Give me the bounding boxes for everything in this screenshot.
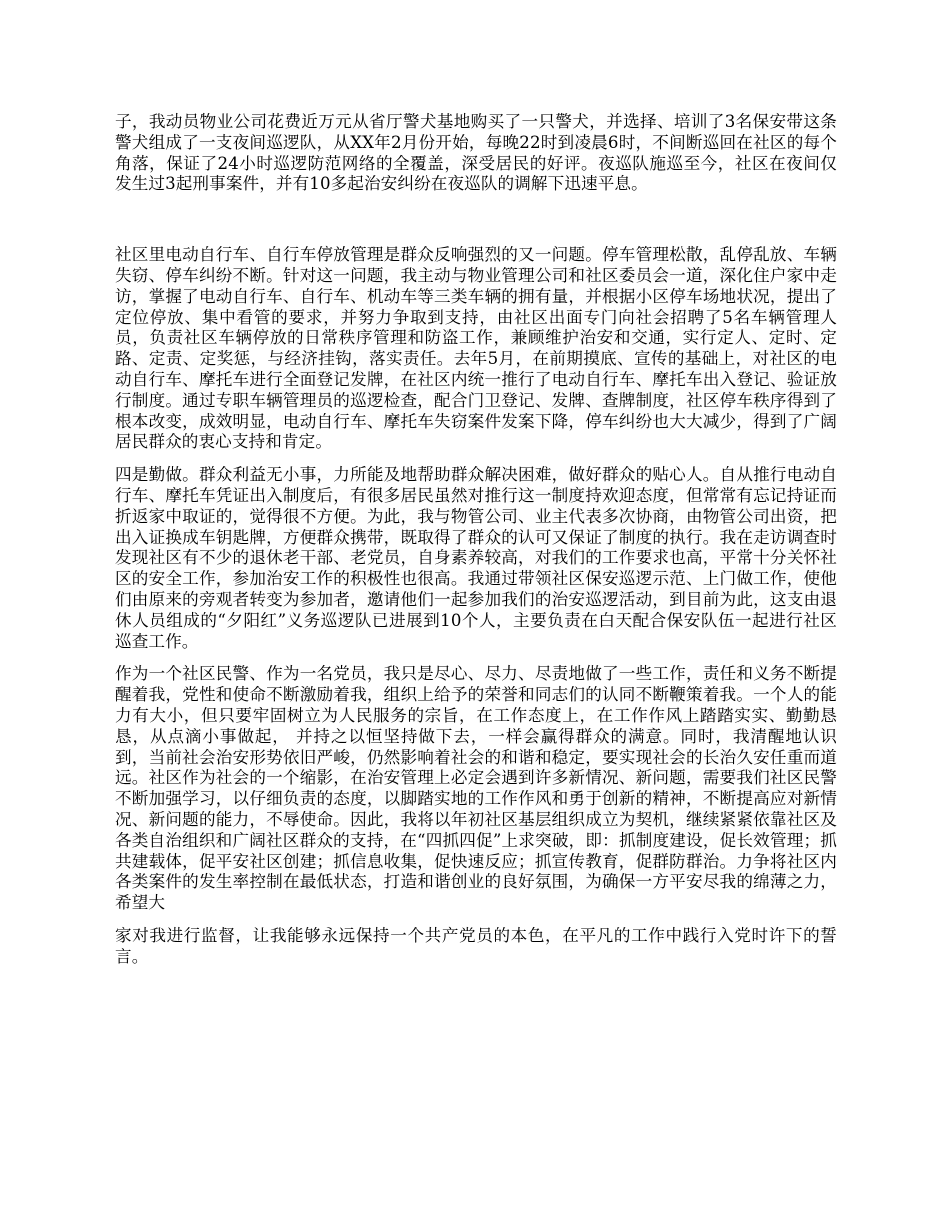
paragraph-night-patrol: 子，我动员物业公司花费近万元从省厅警犬基地购买了一只警犬，并选择、培训了3名保安带这条警犬组成了一支夜间巡逻队，从XX年2月份开始，每晚22时到凌晨6时，不间断巡回在社区的每个角落，保证了24小时巡逻防范网络的全覆盖，深受居民的好评。夜巡队施巡至今，社区在夜间仅发生过3起刑事案件，并有10多起治安纠纷在夜巡队的调解下迅速平息。 xyxy=(115,112,837,194)
document-page xyxy=(115,112,837,967)
paragraph-diligent-work: 四是勤做。群众利益无小事，力所能及地帮助群众解决困难，做好群众的贴心人。自从推行电动自行车、摩托车凭证出入制度后，有很多居民虽然对推行这一制度持欢迎态度，但常常有忘记持证而折返家中取证的，觉得很不方便。为此，我与物管公司、业主代表多次协商，由物管公司出资，把出入证换成车钥匙牌，方便群众携带，既取得了群众的认可又保证了制度的执行。我在走访调查时发现社区有不少的退休老干部、老党员，自身素养较高，对我们的工作要求也高，平常十分关怀社区的安全工作，参加治安工作的积极性也很高。我通过带领社区保安巡逻示范、上门做工作，使他们由原来的旁观者转变为参加者，邀请他们一起参加我们的治安巡逻活动，到目前为此，这支由退休人员组成的“夕阳红”义务巡逻队已进展到10个人，主要负责在白天配合保安队伍一起进行社区巡查工作。 xyxy=(115,465,837,651)
paragraph-vehicle-parking: 社区里电动自行车、自行车停放管理是群众反响强烈的又一问题。停车管理松散，乱停乱放、车辆失窃、停车纠纷不断。针对这一问题，我主动与物业管理公司和社区委员会一道，深化住户家中走访，掌握了电动自行车、自行车、机动车等三类车辆的拥有量，并根据小区停车场地状况，提出了定位停放、集中看管的要求，并努力争取到支持，由社区出面专门向社会招聘了5名车辆管理人员，负责社区车辆停放的日常秩序管理和防盗工作，兼顾维护治安和交通，实行定人、定时、定路、定责、定奖惩，与经济挂钩，落实责任。去年5月，在前期摸底、宣传的基础上，对社区的电动自行车、摩托车进行全面登记发牌，在社区内统一推行了电动自行车、摩托车出入登记、验证放行制度。通过专职车辆管理员的巡逻检查，配合门卫登记、发牌、查牌制度，社区停车秩序得到了根本改变，成效明显，电动自行车、摩托车失窃案件发案下降，停车纠纷也大大减少，得到了广阔居民群众的衷心支持和肯定。 xyxy=(115,245,837,452)
paragraph-reflection: 作为一个社区民警、作为一名党员，我只是尽心、尽力、尽责地做了一些工作，责任和义务不断提醒着我，党性和使命不断激励着我，组织上给予的荣誉和同志们的认同不断鞭策着我。一个人的能力有大小，但只要牢固树立为人民服务的宗旨，在工作态度上，在工作作风上踏踏实实、勤勤恳恳，从点滴小事做起， 并持之以恒坚持做下去，一样会赢得群众的满意。同时，我清醒地认识到，当前社会治安形势依旧严峻，仍然影响着社会的和谐和稳定，要实现社会的长治久安任重而道远。社区作为社会的一个缩影，在治安管理上必定会遇到许多新情况、新问题，需要我们社区民警不断加强学习，以仔细负责的态度，以脚踏实地的工作作风和勇于创新的精神，不断提高应对新情况、新问题的能力，不辱使命。因此，我将以年初社区基层组织成立为契机，继续紧紧依靠社区及各类自治组织和广阔社区群众的支持，在“四抓四促”上求突破，即：抓制度建设，促长效管理；抓共建载体，促平安社区创建；抓信息收集，促快速反应；抓宣传教育，促群防群治。力争将社区内各类案件的发生率控制在最低状态，打造和谐创业的良好氛围，为确保一方平安尽我的绵薄之力，希望大 xyxy=(115,664,837,913)
paragraph-closing: 家对我进行监督，让我能够永远保持一个共产党员的本色，在平凡的工作中践行入党时许下的誓言。 xyxy=(115,925,837,966)
